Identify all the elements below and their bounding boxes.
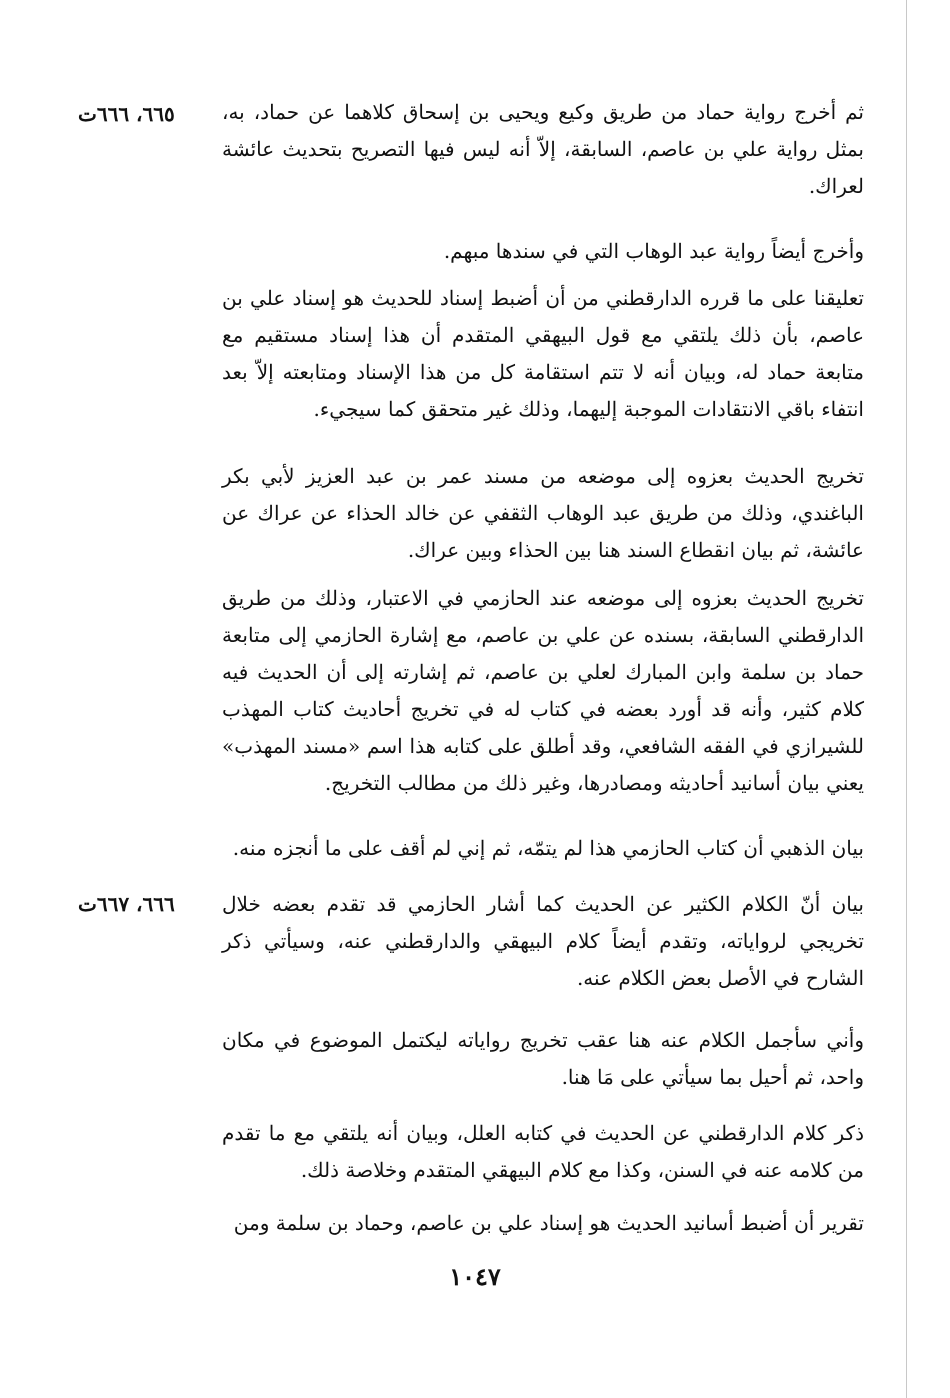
page-number: ١٠٤٧ — [449, 1262, 501, 1291]
margin-reference-1: ٦٦٥، ٦٦٦ت — [78, 102, 175, 126]
paragraph-9: ذكر كلام الدارقطني عن الحديث في كتابه العلل، وبيان أنه يلتقي مع ما تقدم من كلامه عنه في السنن، وكذا مع كلام البيهقي المتقدم وخلاصة ذلك. — [222, 1121, 864, 1182]
paragraph-10: تقرير أن أضبط أسانيد الحديث هو إسناد علي بن عاصم، وحماد بن سلمة ومن — [233, 1211, 864, 1235]
margin-reference-2: ٦٦٦، ٦٦٧ت — [78, 892, 175, 916]
paragraph-2: وأخرج أيضاً رواية عبد الوهاب التي في سندها مبهم. — [443, 239, 864, 263]
page-edge-line — [906, 0, 907, 1398]
paragraph-5: تخريج الحديث بعزوه إلى موضعه عند الحازمي في الاعتبار، وذلك من طريق الدارقطني السابقة، بسنده عن علي بن عاصم، مع إشارة الحازمي إلى متابعة حماد بن سلمة وابن المبارك لعلي بن عاصم، ثم إشارته إلى أن الحديث فيه كلام كثير، وأنه قد أورد بعضه في كتاب له في تخريج أحاديث كتاب المهذب للشيرازي في الفقه الشافعي، وقد أطلق على كتابه هذا اسم «مسند المهذب» يعني بيان أسانيد أحاديثه ومصادرها، وغير ذلك من مطالب التخريج. — [222, 586, 864, 795]
paragraph-7: بيان أنّ الكلام الكثير عن الحديث كما أشار الحازمي قد تقدم بعضه خلال تخريجي لرواياته، وتقدم أيضاً كلام البيهقي والدارقطني عنه، وسيأتي ذكر الشارح في الأصل بعض الكلام عنه. — [222, 892, 864, 990]
paragraph-6: بيان الذهبي أن كتاب الحازمي هذا لم يتمّه، ثم إني لم أقف على ما أنجزه منه. — [232, 836, 864, 860]
paragraph-8: وأني سأجمل الكلام عنه هنا عقب تخريج رواياته ليكتمل الموضوع في مكان واحد، ثم أحيل بما سيأتي على مَا هنا. — [222, 1028, 864, 1089]
paragraph-1: ثم أخرج رواية حماد من طريق وكيع ويحيى بن إسحاق كلاهما عن حماد، به، بمثل رواية علي بن عاصم، السابقة، إلاّ أنه ليس فيها التصريح بتحديث عائشة لعراك. — [222, 100, 864, 198]
paragraph-4: تخريج الحديث بعزوه إلى موضعه من مسند عمر بن عبد العزيز لأبي بكر الباغندي، وذلك من طريق عبد الوهاب الثقفي عن خالد الحذاء عن عراك عن عائشة، ثم بيان انقطاع السند هنا بين الحذاء وبين عراك. — [222, 464, 864, 562]
paragraph-3: تعليقنا على ما قرره الدارقطني من أن أضبط إسناد للحديث هو إسناد علي بن عاصم، بأن ذلك يلتقي مع قول البيهقي المتقدم أن هذا إسناد مستقيم مع متابعة حماد له، وبيان أنه لا تتم استقامة كل من هذا الإسناد ومتابعته إلاّ بعد انتفاء باقي الانتقادات الموجبة إليهما، وذلك غير متحقق كما سيجيء. — [222, 286, 864, 421]
